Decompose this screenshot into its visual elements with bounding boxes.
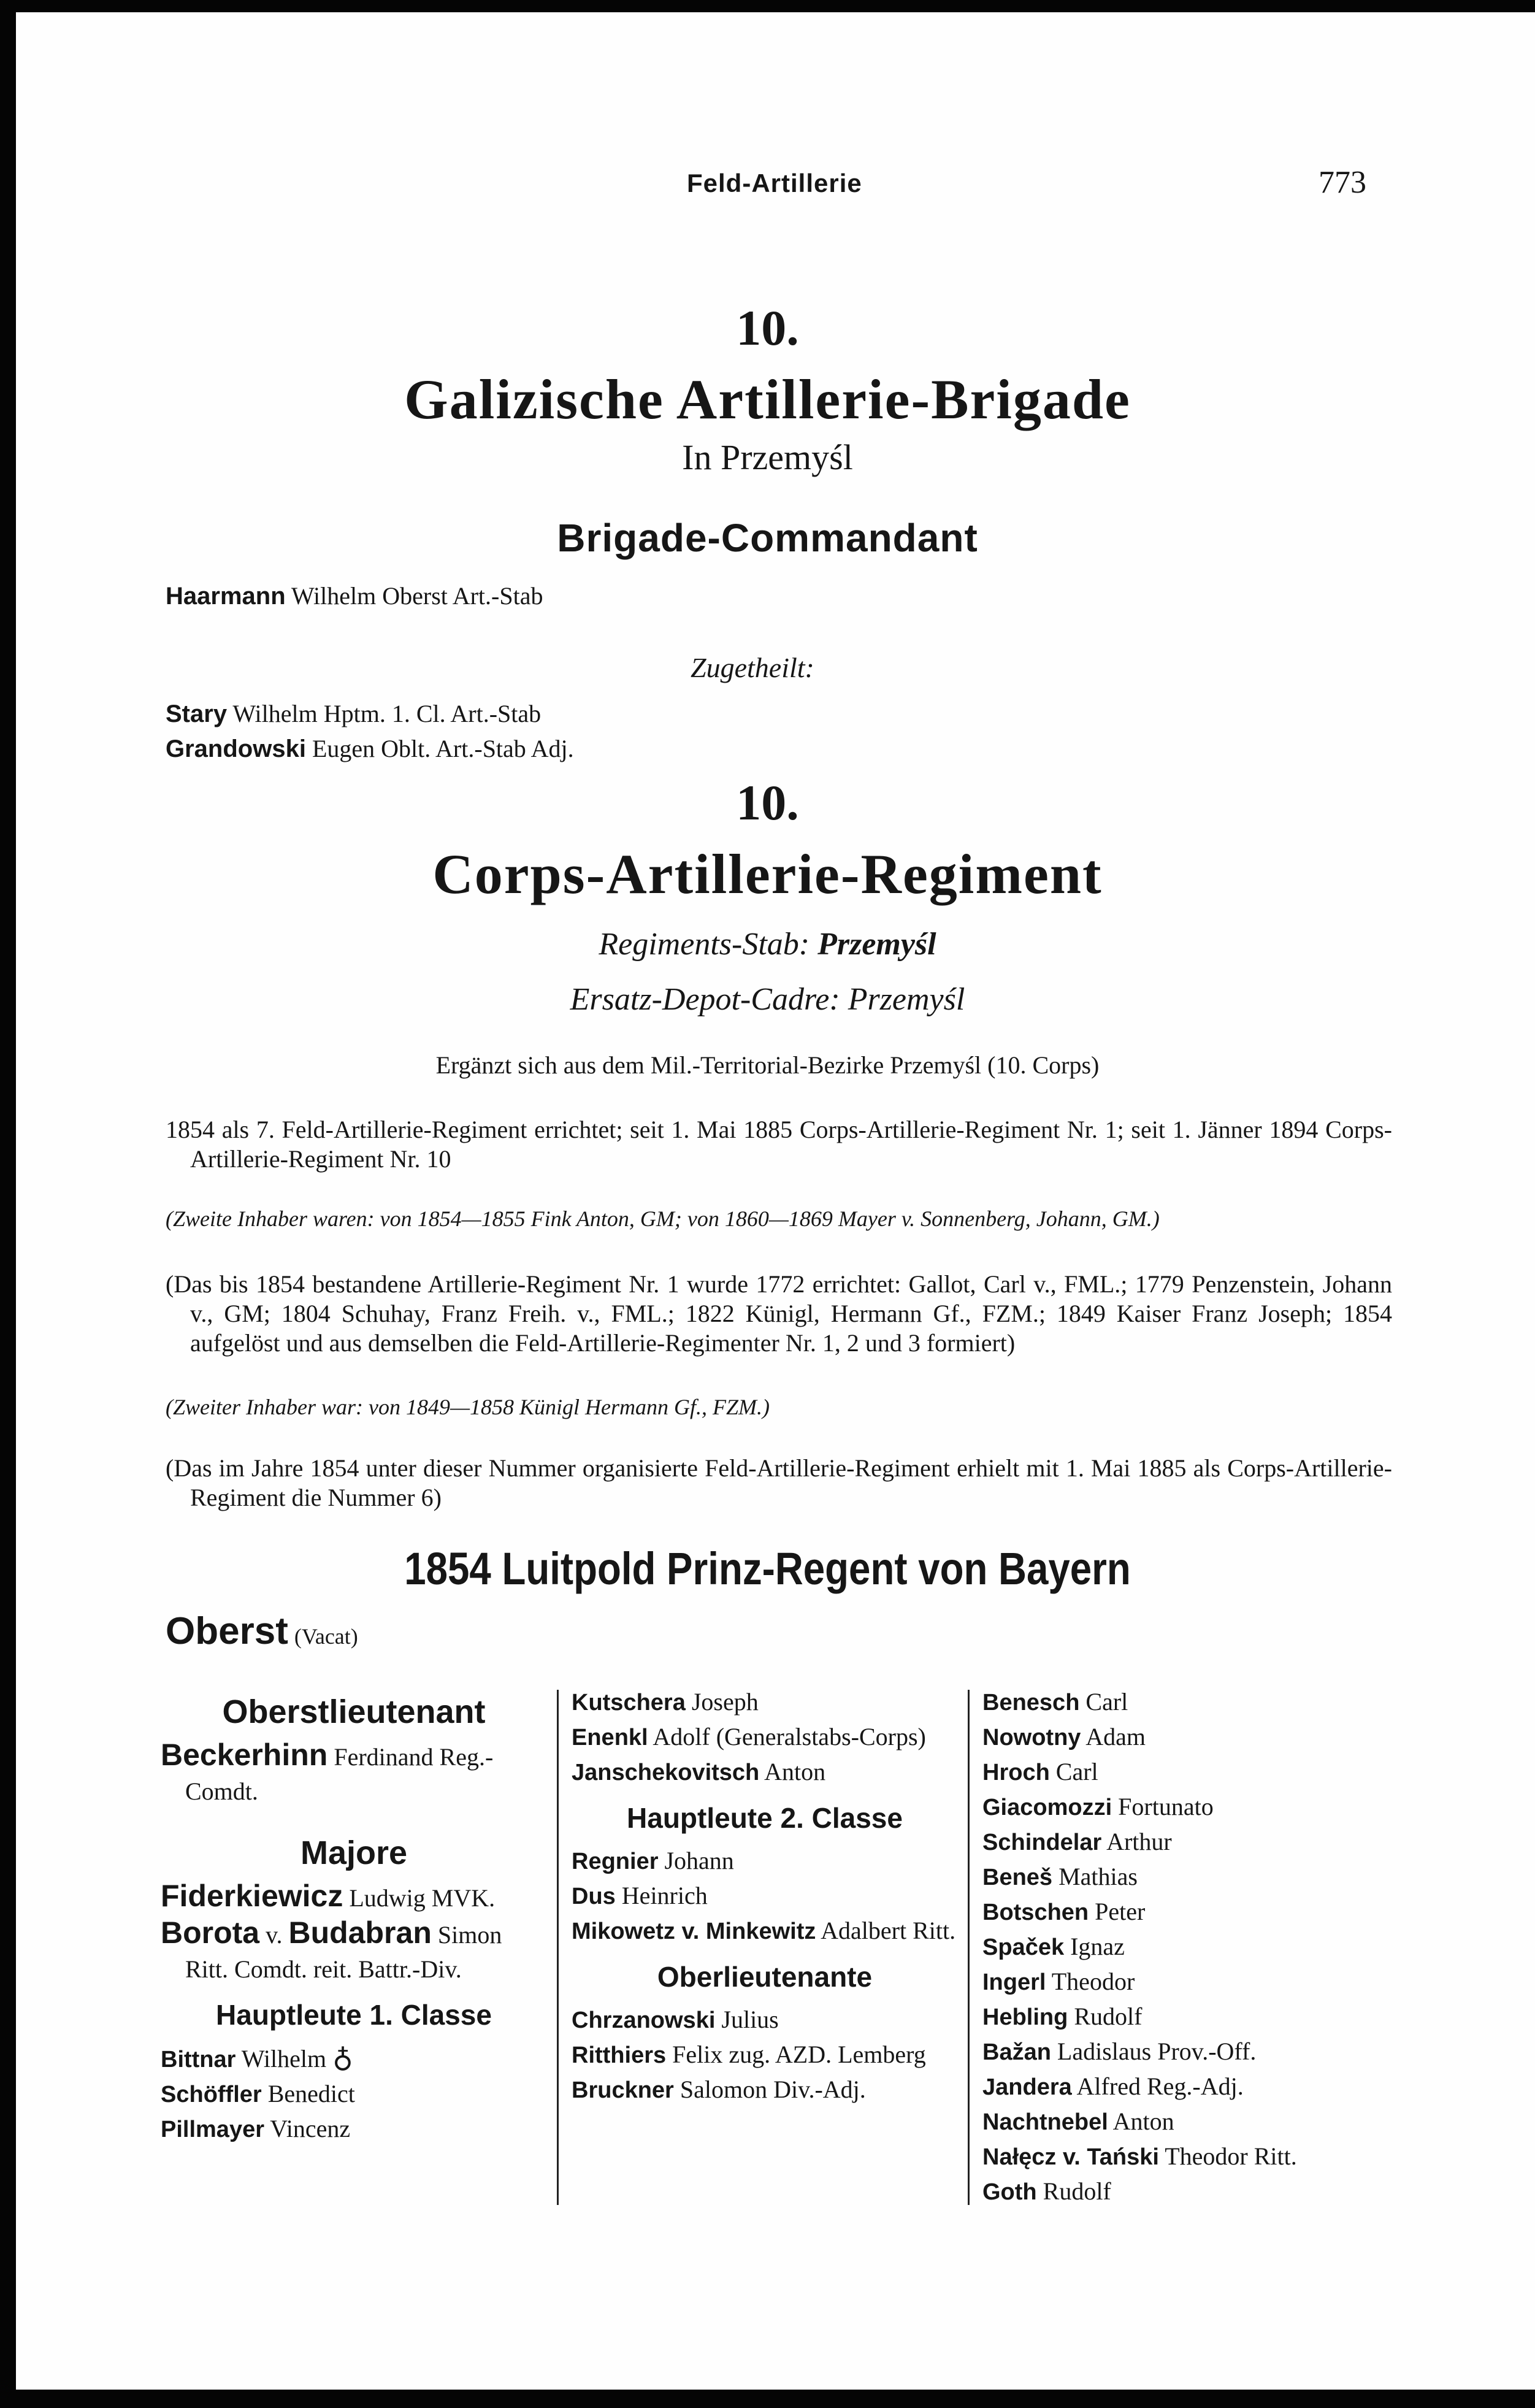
major-rest: Simon Ritt. Comdt. reit. Battr.-Div. <box>185 1921 502 1983</box>
list-item-rest: Arthur <box>1106 1828 1172 1855</box>
left-column <box>161 1684 547 2147</box>
major-rest: Ludwig MVK. <box>349 1884 496 1912</box>
column-divider <box>968 1690 970 2205</box>
list-item-rest: Anton <box>764 1758 826 1785</box>
assigned-rest: Eugen Oblt. Art.-Stab Adj. <box>312 735 574 762</box>
list-item-surname: Spaček <box>982 1934 1065 1960</box>
brigade-number: 10. <box>736 300 799 356</box>
stab-value: Przemyśl <box>817 927 936 962</box>
column-divider <box>557 1690 559 2205</box>
list-item <box>982 2034 1387 2069</box>
major-surname: Fiderkiewicz <box>161 1879 343 1913</box>
list-item-surname: Chrzanowski <box>572 2007 716 2033</box>
list-item-surname: Nałęcz v. Tański <box>982 2144 1159 2170</box>
list-item-surname: Hroch <box>982 1760 1050 1785</box>
list-item-surname: Ritthiers <box>572 2042 667 2068</box>
list-item-surname: Regnier <box>572 1849 659 1874</box>
list-item-surname: Kutschera <box>572 1690 686 1716</box>
oberst-line <box>166 1609 358 1653</box>
list-item <box>982 2000 1387 2034</box>
list-item-rest: Julius <box>721 2006 779 2033</box>
list-item-surname: Enenkl <box>572 1725 648 1750</box>
list-item-rest: Wilhelm <box>241 2045 327 2072</box>
hauptleute1-heading: Hauptleute 1. Classe <box>216 1999 492 2031</box>
list-item-surname: Hebling <box>982 2004 1068 2030</box>
list-item <box>982 2174 1387 2209</box>
list-item-rest: Vincenz <box>270 2115 351 2142</box>
major-entry <box>161 1879 547 1915</box>
list-item-surname: Mikowetz v. Minkewitz <box>572 1919 816 1944</box>
major-particle: v. <box>266 1921 283 1949</box>
majore-heading: Majore <box>300 1835 408 1871</box>
list-item-surname: Bruckner <box>572 2077 674 2103</box>
list-item-surname: Janschekovitsch <box>572 1760 760 1785</box>
list-item-rest: Ignaz <box>1070 1933 1125 1960</box>
obstlt-entry <box>161 1738 547 1809</box>
list-item-rest: Salomon Div.-Adj. <box>679 2076 866 2103</box>
zweiter-inhaber-note: (Zweiter Inhaber war: von 1849—1858 Künigl Hermann Gf., FZM.) <box>166 1395 770 1419</box>
list-item-surname: Schindelar <box>982 1830 1102 1855</box>
list-item-surname: Benesch <box>982 1690 1080 1716</box>
list-item <box>572 1685 958 1720</box>
list-item <box>982 1930 1387 1965</box>
list-item-surname: Bažan <box>982 2039 1051 2065</box>
right-column <box>982 1685 1387 2209</box>
list-item-surname: Nachtnebel <box>982 2109 1108 2135</box>
list-item <box>572 2038 958 2072</box>
assigned-surname: Stary <box>166 700 228 727</box>
zweite-inhaber-note: (Zweite Inhaber waren: von 1854—1855 Fink Anton, GM; von 1860—1869 Mayer v. Sonnenberg, Johann, GM.) <box>166 1206 1160 1231</box>
list-item-surname: Giacomozzi <box>982 1795 1112 1820</box>
regiment-inhaber: 1854 Luitpold Prinz-Regent von Bayern <box>404 1543 1131 1594</box>
list-item-rest: Adam <box>1085 1723 1146 1750</box>
depot-line: Ersatz-Depot-Cadre: Przemyśl <box>570 982 965 1017</box>
commandant-rest: Wilhelm Oberst Art.-Stab <box>291 582 543 610</box>
list-item <box>572 1914 958 1949</box>
brigade-title: Galizische Artillerie-Brigade <box>404 368 1131 431</box>
list-item-rest: Rudolf <box>1043 2177 1111 2205</box>
list-item-rest: Theodor <box>1051 1968 1135 1995</box>
list-item-rest: Joseph <box>691 1688 759 1716</box>
list-item <box>982 1720 1387 1755</box>
list-item-rest: Ladislaus Prov.-Off. <box>1057 2038 1257 2065</box>
obstlt-rest: Ferdinand Reg.-Comdt. <box>185 1743 494 1805</box>
list-item-rest: Adolf (Generalstabs-Corps) <box>653 1723 926 1750</box>
scan-border-bottom <box>0 2390 1535 2408</box>
list-item-surname: Bittnar <box>161 2047 236 2072</box>
list-item <box>572 1720 958 1755</box>
middle-column <box>572 1685 958 2107</box>
list-item <box>982 2069 1387 2104</box>
erganzt-line: Ergänzt sich aus dem Mil.-Territorial-Bezirke Przemyśl (10. Corps) <box>435 1051 1100 1079</box>
jahre-1854-note: (Das im Jahre 1854 unter dieser Nummer organisierte Feld-Artillerie-Regiment erhielt mit 1. Mai 1885 als Corps-Artillerie-Regiment die Nummer 6) <box>166 1454 1392 1511</box>
list-item-rest: Adalbert Ritt. <box>821 1917 956 1944</box>
list-item <box>572 1844 958 1879</box>
brigade-location: In Przemyśl <box>682 437 853 477</box>
regiment-number: 10. <box>736 775 799 830</box>
assigned-entry <box>166 699 541 728</box>
stab-label: Regiments-Stab: <box>599 927 810 962</box>
list-item <box>982 2104 1387 2139</box>
list-item-rest: Mathias <box>1058 1863 1138 1890</box>
oberlieutenante-heading: Oberlieutenante <box>657 1961 873 1993</box>
obstlt-surname: Beckerhinn <box>161 1738 328 1772</box>
oberst-label: Oberst <box>166 1610 288 1652</box>
obstlt-heading: Oberstlieutenant <box>222 1693 486 1730</box>
list-item-surname: Botschen <box>982 1900 1089 1925</box>
list-item-surname: Goth <box>982 2179 1037 2205</box>
scan-border-left <box>0 0 16 2408</box>
list-item <box>161 2041 547 2077</box>
list-item-rest: Felix zug. AZD. Lemberg <box>672 2041 926 2068</box>
regiment-stab-line <box>0 926 1535 962</box>
scan-border-top <box>0 0 1535 12</box>
list-item-rest: Heinrich <box>621 1882 708 1909</box>
list-item <box>572 1755 958 1790</box>
list-item-surname: Nowotny <box>982 1725 1081 1750</box>
list-item-rest: Anton <box>1112 2107 1174 2135</box>
list-item-surname: Ingerl <box>982 1969 1046 1995</box>
list-item-surname: Beneš <box>982 1865 1053 1890</box>
list-item <box>161 2112 547 2147</box>
list-item <box>572 2003 958 2038</box>
oberst-value: (Vacat) <box>294 1624 358 1649</box>
assigned-rest: Wilhelm Hptm. 1. Cl. Art.-Stab <box>232 700 542 727</box>
list-item-surname: Pillmayer <box>161 2117 264 2142</box>
list-item-rest: Benedict <box>267 2080 355 2107</box>
bis-1854-note: (Das bis 1854 bestandene Artillerie-Regiment Nr. 1 wurde 1772 errichtet: Gallot, Carl v., FML.; 1779 Penzenstein, Johann v., GM; 1804 Schuhay, Franz Freih. v., FML.; 1822 Künigl, Hermann Gf., FZM.; 1849 Kaiser Franz Joseph; 1854 aufgelöst und aus demselben die Feld-Artillerie-Regimenter Nr. 1, 2 und 3 formiert) <box>166 1270 1392 1357</box>
list-item-rest: Johann <box>664 1847 734 1874</box>
list-item-rest: Rudolf <box>1074 2003 1143 2030</box>
assigned-surname: Grandowski <box>166 735 306 762</box>
list-item-rest: Fortunato <box>1118 1793 1214 1820</box>
list-item <box>982 1790 1387 1825</box>
zugetheilt-label: Zugetheilt: <box>691 652 814 683</box>
list-item-rest: Alfred Reg.-Adj. <box>1076 2072 1244 2100</box>
commandant-entry <box>166 581 543 610</box>
regiment-title: Corps-Artillerie-Regiment <box>432 843 1103 905</box>
major-entry <box>161 1915 547 1987</box>
list-item <box>982 1895 1387 1930</box>
commandant-surname: Haarmann <box>166 583 286 610</box>
major-surname-2: Budabran <box>288 1915 432 1950</box>
list-item-rest: Theodor Ritt. <box>1165 2142 1297 2170</box>
running-head: Feld-Artillerie <box>687 169 862 197</box>
list-item <box>982 1860 1387 1895</box>
major-surname: Borota <box>161 1915 260 1950</box>
page-number: 773 <box>1319 165 1366 200</box>
list-item <box>982 1755 1387 1790</box>
hauptleute2-heading: Hauptleute 2. Classe <box>627 1802 903 1834</box>
list-item-surname: Dus <box>572 1884 616 1909</box>
list-item <box>572 2072 958 2107</box>
list-item-rest: Peter <box>1095 1898 1146 1925</box>
list-item <box>982 1825 1387 1860</box>
list-item-rest: Carl <box>1055 1758 1098 1785</box>
assigned-entry <box>166 734 574 763</box>
decoration-icon: ♁ <box>332 2042 353 2073</box>
list-item <box>982 1965 1387 2000</box>
list-item-surname: Jandera <box>982 2074 1072 2100</box>
list-item <box>161 2077 547 2112</box>
history-paragraph: 1854 als 7. Feld-Artillerie-Regiment errichtet; seit 1. Mai 1885 Corps-Artillerie-Regiment Nr. 1; seit 1. Jänner 1894 Corps-Artillerie-Regiment Nr. 10 <box>166 1116 1392 1173</box>
list-item <box>572 1879 958 1914</box>
list-item-surname: Schöffler <box>161 2082 262 2107</box>
list-item <box>982 2139 1387 2174</box>
commandant-heading: Brigade-Commandant <box>557 516 978 560</box>
list-item-rest: Carl <box>1085 1688 1128 1716</box>
list-item <box>982 1685 1387 1720</box>
